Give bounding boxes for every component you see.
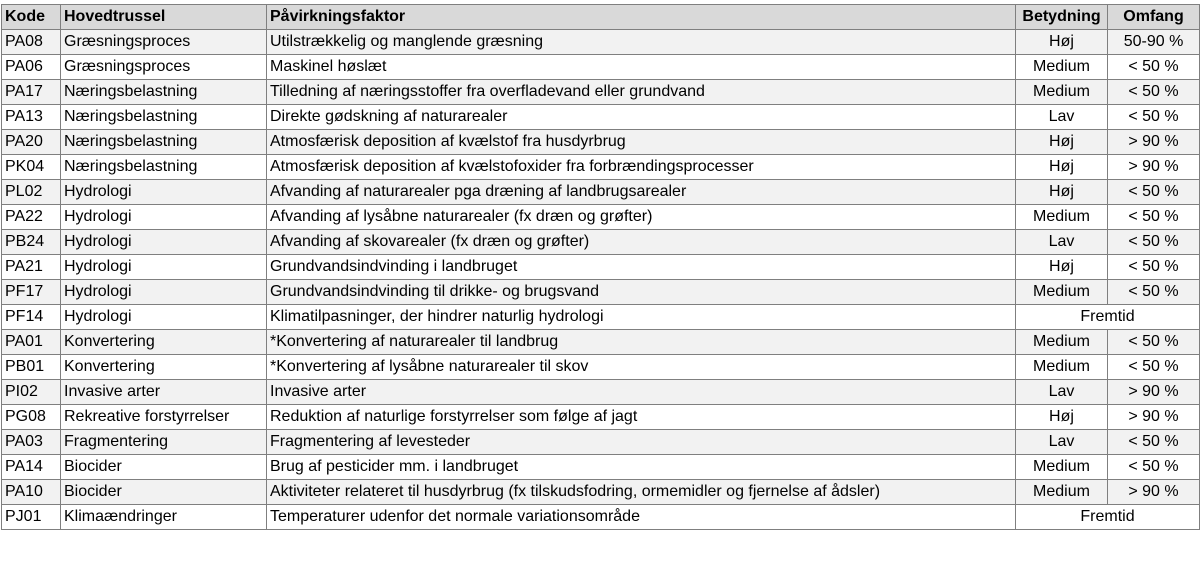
cell-faktor: Tilledning af næringsstoffer fra overfladevand eller grundvand xyxy=(267,80,1016,105)
cell-omfang: < 50 % xyxy=(1108,280,1200,305)
cell-kode: PF17 xyxy=(2,280,61,305)
cell-kode: PA03 xyxy=(2,430,61,455)
cell-betydning: Lav xyxy=(1016,380,1108,405)
header-row xyxy=(2,5,1200,30)
cell-kode: PA10 xyxy=(2,480,61,505)
cell-omfang: > 90 % xyxy=(1108,155,1200,180)
table-row xyxy=(2,155,1200,180)
cell-faktor: *Konvertering af lysåbne naturarealer til skov xyxy=(267,355,1016,380)
cell-kode: PA13 xyxy=(2,105,61,130)
cell-hovedtrussel: Næringsbelastning xyxy=(61,80,267,105)
cell-omfang: < 50 % xyxy=(1108,205,1200,230)
header-hovedtrussel: Hovedtrussel xyxy=(61,5,267,30)
cell-faktor: *Konvertering af naturarealer til landbrug xyxy=(267,330,1016,355)
threats-table xyxy=(1,4,1200,530)
cell-omfang: < 50 % xyxy=(1108,330,1200,355)
cell-omfang: < 50 % xyxy=(1108,230,1200,255)
cell-betydning: Medium xyxy=(1016,330,1108,355)
cell-hovedtrussel: Hydrologi xyxy=(61,230,267,255)
cell-faktor: Brug af pesticider mm. i landbruget xyxy=(267,455,1016,480)
cell-faktor: Reduktion af naturlige forstyrrelser som følge af jagt xyxy=(267,405,1016,430)
table-row xyxy=(2,505,1200,530)
table-body xyxy=(2,30,1200,530)
cell-omfang: < 50 % xyxy=(1108,455,1200,480)
cell-hovedtrussel: Hydrologi xyxy=(61,305,267,330)
cell-omfang: < 50 % xyxy=(1108,105,1200,130)
cell-hovedtrussel: Invasive arter xyxy=(61,380,267,405)
cell-betydning: Medium xyxy=(1016,455,1108,480)
cell-omfang: < 50 % xyxy=(1108,355,1200,380)
cell-omfang: < 50 % xyxy=(1108,255,1200,280)
cell-hovedtrussel: Næringsbelastning xyxy=(61,155,267,180)
cell-betydning: Høj xyxy=(1016,405,1108,430)
cell-omfang: < 50 % xyxy=(1108,55,1200,80)
table-row xyxy=(2,30,1200,55)
cell-omfang: 50-90 % xyxy=(1108,30,1200,55)
cell-faktor: Atmosfærisk deposition af kvælstof fra husdyrbrug xyxy=(267,130,1016,155)
cell-kode: PA20 xyxy=(2,130,61,155)
cell-hovedtrussel: Klimaændringer xyxy=(61,505,267,530)
table-row xyxy=(2,380,1200,405)
cell-kode: PL02 xyxy=(2,180,61,205)
cell-kode: PA01 xyxy=(2,330,61,355)
cell-merged: Fremtid xyxy=(1016,505,1200,530)
header-omfang: Omfang xyxy=(1108,5,1200,30)
cell-kode: PJ01 xyxy=(2,505,61,530)
cell-betydning: Medium xyxy=(1016,355,1108,380)
cell-faktor: Grundvandsindvinding til drikke- og brugsvand xyxy=(267,280,1016,305)
cell-faktor: Aktiviteter relateret til husdyrbrug (fx tilskudsfodring, ormemidler og fjernelse af ådsler) xyxy=(267,480,1016,505)
table-row xyxy=(2,355,1200,380)
cell-hovedtrussel: Rekreative forstyrrelser xyxy=(61,405,267,430)
table-row xyxy=(2,105,1200,130)
cell-kode: PA14 xyxy=(2,455,61,480)
cell-omfang: < 50 % xyxy=(1108,80,1200,105)
cell-kode: PF14 xyxy=(2,305,61,330)
cell-hovedtrussel: Græsningsproces xyxy=(61,55,267,80)
cell-hovedtrussel: Hydrologi xyxy=(61,280,267,305)
cell-faktor: Maskinel høslæt xyxy=(267,55,1016,80)
cell-merged: Fremtid xyxy=(1016,305,1200,330)
table-row xyxy=(2,230,1200,255)
cell-kode: PA22 xyxy=(2,205,61,230)
table-row xyxy=(2,455,1200,480)
table-row xyxy=(2,280,1200,305)
cell-kode: PK04 xyxy=(2,155,61,180)
cell-betydning: Medium xyxy=(1016,205,1108,230)
cell-hovedtrussel: Hydrologi xyxy=(61,255,267,280)
table-row xyxy=(2,305,1200,330)
cell-betydning: Høj xyxy=(1016,130,1108,155)
cell-kode: PA17 xyxy=(2,80,61,105)
cell-betydning: Medium xyxy=(1016,280,1108,305)
cell-kode: PB24 xyxy=(2,230,61,255)
table-row xyxy=(2,55,1200,80)
table-row xyxy=(2,255,1200,280)
cell-faktor: Afvanding af skovarealer (fx dræn og grøfter) xyxy=(267,230,1016,255)
cell-kode: PB01 xyxy=(2,355,61,380)
cell-kode: PA06 xyxy=(2,55,61,80)
cell-faktor: Atmosfærisk deposition af kvælstofoxider fra forbrændingsprocesser xyxy=(267,155,1016,180)
cell-betydning: Høj xyxy=(1016,180,1108,205)
cell-hovedtrussel: Konvertering xyxy=(61,330,267,355)
cell-kode: PA21 xyxy=(2,255,61,280)
table-row xyxy=(2,405,1200,430)
cell-betydning: Medium xyxy=(1016,80,1108,105)
cell-betydning: Medium xyxy=(1016,480,1108,505)
table-row xyxy=(2,430,1200,455)
cell-hovedtrussel: Biocider xyxy=(61,455,267,480)
header-faktor: Påvirkningsfaktor xyxy=(267,5,1016,30)
table-row xyxy=(2,130,1200,155)
cell-faktor: Grundvandsindvinding i landbruget xyxy=(267,255,1016,280)
cell-faktor: Klimatilpasninger, der hindrer naturlig hydrologi xyxy=(267,305,1016,330)
cell-faktor: Direkte gødskning af naturarealer xyxy=(267,105,1016,130)
cell-betydning: Høj xyxy=(1016,155,1108,180)
table-row xyxy=(2,80,1200,105)
table-row xyxy=(2,480,1200,505)
cell-faktor: Afvanding af lysåbne naturarealer (fx dræn og grøfter) xyxy=(267,205,1016,230)
cell-faktor: Utilstrækkelig og manglende græsning xyxy=(267,30,1016,55)
cell-hovedtrussel: Biocider xyxy=(61,480,267,505)
cell-betydning: Lav xyxy=(1016,430,1108,455)
cell-hovedtrussel: Konvertering xyxy=(61,355,267,380)
cell-omfang: < 50 % xyxy=(1108,430,1200,455)
cell-omfang: < 50 % xyxy=(1108,180,1200,205)
cell-kode: PG08 xyxy=(2,405,61,430)
cell-betydning: Høj xyxy=(1016,30,1108,55)
cell-hovedtrussel: Næringsbelastning xyxy=(61,105,267,130)
header-betydning: Betydning xyxy=(1016,5,1108,30)
cell-hovedtrussel: Græsningsproces xyxy=(61,30,267,55)
table-row xyxy=(2,330,1200,355)
cell-betydning: Høj xyxy=(1016,255,1108,280)
table-row xyxy=(2,180,1200,205)
cell-betydning: Lav xyxy=(1016,230,1108,255)
cell-faktor: Afvanding af naturarealer pga dræning af landbrugsarealer xyxy=(267,180,1016,205)
cell-kode: PA08 xyxy=(2,30,61,55)
cell-hovedtrussel: Fragmentering xyxy=(61,430,267,455)
cell-hovedtrussel: Hydrologi xyxy=(61,205,267,230)
cell-omfang: > 90 % xyxy=(1108,405,1200,430)
cell-hovedtrussel: Hydrologi xyxy=(61,180,267,205)
cell-betydning: Lav xyxy=(1016,105,1108,130)
table-row xyxy=(2,205,1200,230)
cell-hovedtrussel: Næringsbelastning xyxy=(61,130,267,155)
cell-omfang: > 90 % xyxy=(1108,480,1200,505)
cell-faktor: Fragmentering af levesteder xyxy=(267,430,1016,455)
cell-betydning: Medium xyxy=(1016,55,1108,80)
cell-faktor: Temperaturer udenfor det normale variationsområde xyxy=(267,505,1016,530)
cell-faktor: Invasive arter xyxy=(267,380,1016,405)
cell-omfang: > 90 % xyxy=(1108,380,1200,405)
cell-kode: PI02 xyxy=(2,380,61,405)
cell-omfang: > 90 % xyxy=(1108,130,1200,155)
header-kode: Kode xyxy=(2,5,61,30)
